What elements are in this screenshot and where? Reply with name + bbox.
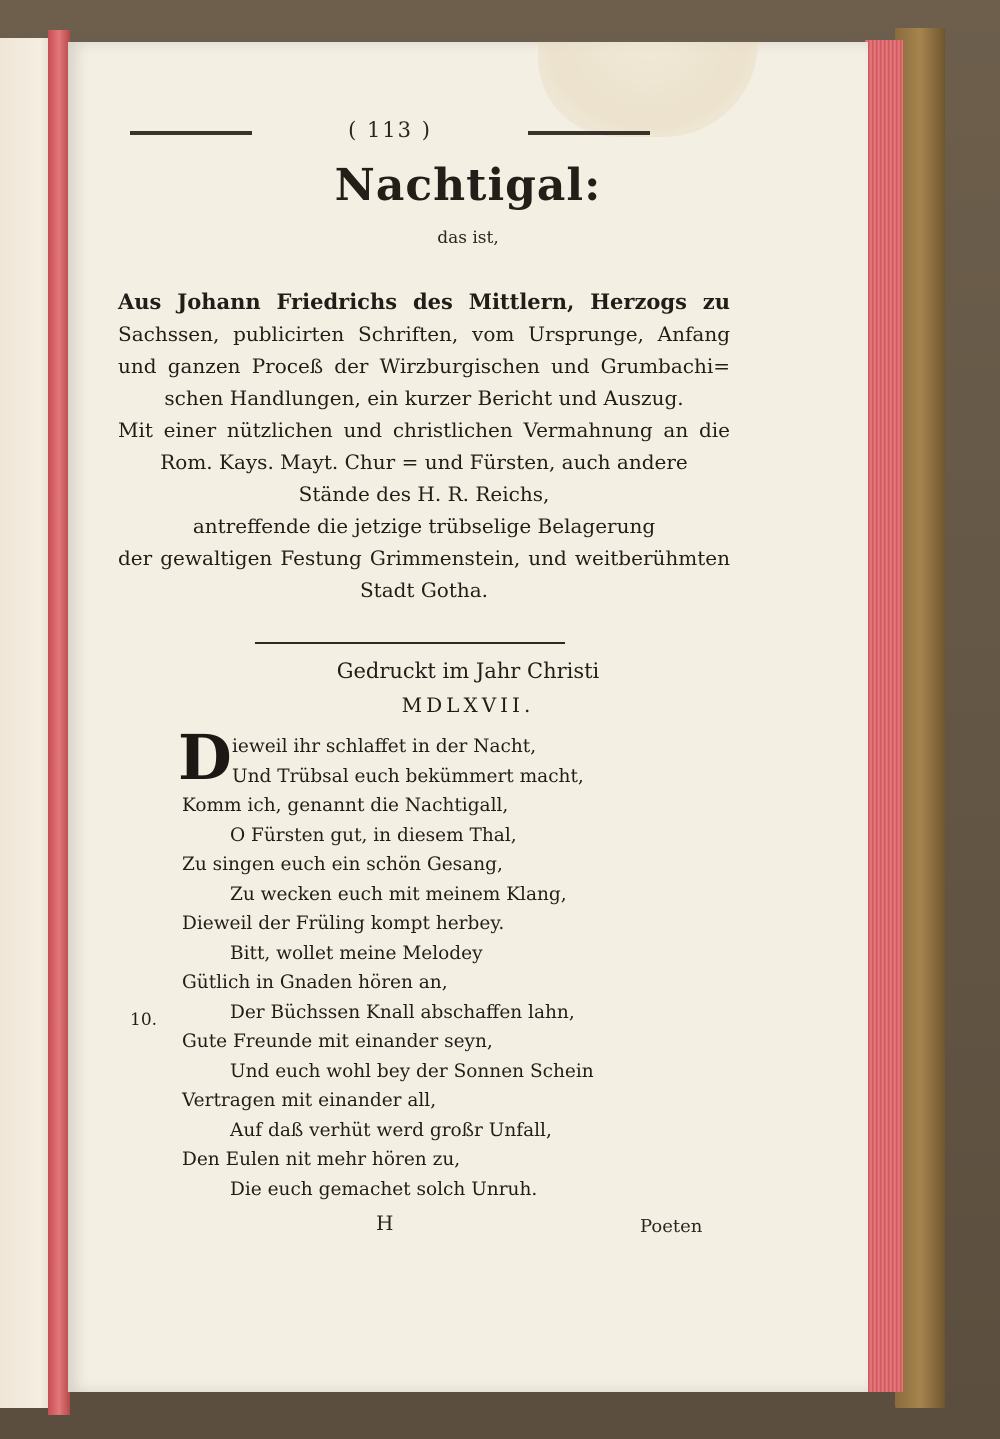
headline-line: antreffende die jetzige trübselige Belagerung [192,514,656,538]
poem-line: Bitt, wollet meine Melodey [230,942,483,964]
poem-line: Dieweil der Früling kompt herbey. [182,913,505,934]
headline-line: schen Handlungen, ein kurzer Bericht und Auszug. [164,386,684,410]
poem-line: Gütlich in Gnaden hören an, [182,972,448,993]
poem-line: O Fürsten gut, in diesem Thal, [230,824,517,846]
poem-line: Gute Freunde mit einander seyn, [182,1031,493,1052]
verse-line-number: 10. [130,1010,158,1030]
title-connector: das ist, [437,228,499,248]
imprint-text: Gedruckt im Jahr Christi [336,659,600,683]
book-spine [48,30,70,1415]
header-rule-right [528,131,650,135]
poem-line: Den Eulen nit mehr hören zu, [182,1149,461,1170]
headline-line: Rom. Kays. Mayt. Chur = und Fürsten, auch andere [160,450,688,474]
section-divider [255,642,565,644]
poem-line: Vertragen mit einander all, [182,1090,437,1111]
poem-line: ieweil ihr schlaffet in der Nacht, [232,736,537,757]
poem-line: Und euch wohl bey der Sonnen Schein [230,1060,594,1082]
poem-line: Zu singen euch ein schön Gesang, [182,854,503,875]
headline-line: Stadt Gotha. [359,578,489,602]
poem-line: Zu wecken euch mit meinem Klang, [230,883,567,905]
poem-line: Der Büchssen Knall abschaffen lahn, [230,1001,575,1023]
imprint [68,654,868,722]
header-rule-left [130,131,252,135]
headline-line: der gewaltigen Festung Grimmenstein, und weitberühmten [118,546,730,570]
page-edges-red [865,40,903,1392]
page-number: ( 113 ) [348,118,432,142]
headline-line: Mit einer nützlichen und christlichen Vermahnung an die [118,418,730,442]
drop-cap: D [178,728,236,788]
headline-line: und ganzen Proceß der Wirzburgischen und Grumbachi= [118,354,730,378]
imprint-year: MDLXVII. [401,693,535,717]
poem-line: Auf daß verhüt werd großr Unfall, [230,1119,552,1141]
headline-line: Stände des H. R. Reichs, [298,482,550,506]
catchword: Poeten [640,1216,703,1237]
title-description [118,286,730,606]
poem [182,732,612,1204]
poem-line: Die euch gemachet solch Unruh. [230,1178,538,1200]
headline-line: Sachssen, publicirten Schriften, vom Ursprunge, Anfang [118,322,730,346]
signature-mark: H [376,1211,394,1235]
headline-line: Aus Johann Friedrichs des Mittlern, Herzogs zu [118,289,730,314]
poem-line: Und Trübsal euch bekümmert macht, [232,765,584,787]
poem-line: Komm ich, genannt die Nachtigall, [182,795,509,816]
page-header [130,118,650,148]
page-title: Nachtigal: [334,160,602,211]
